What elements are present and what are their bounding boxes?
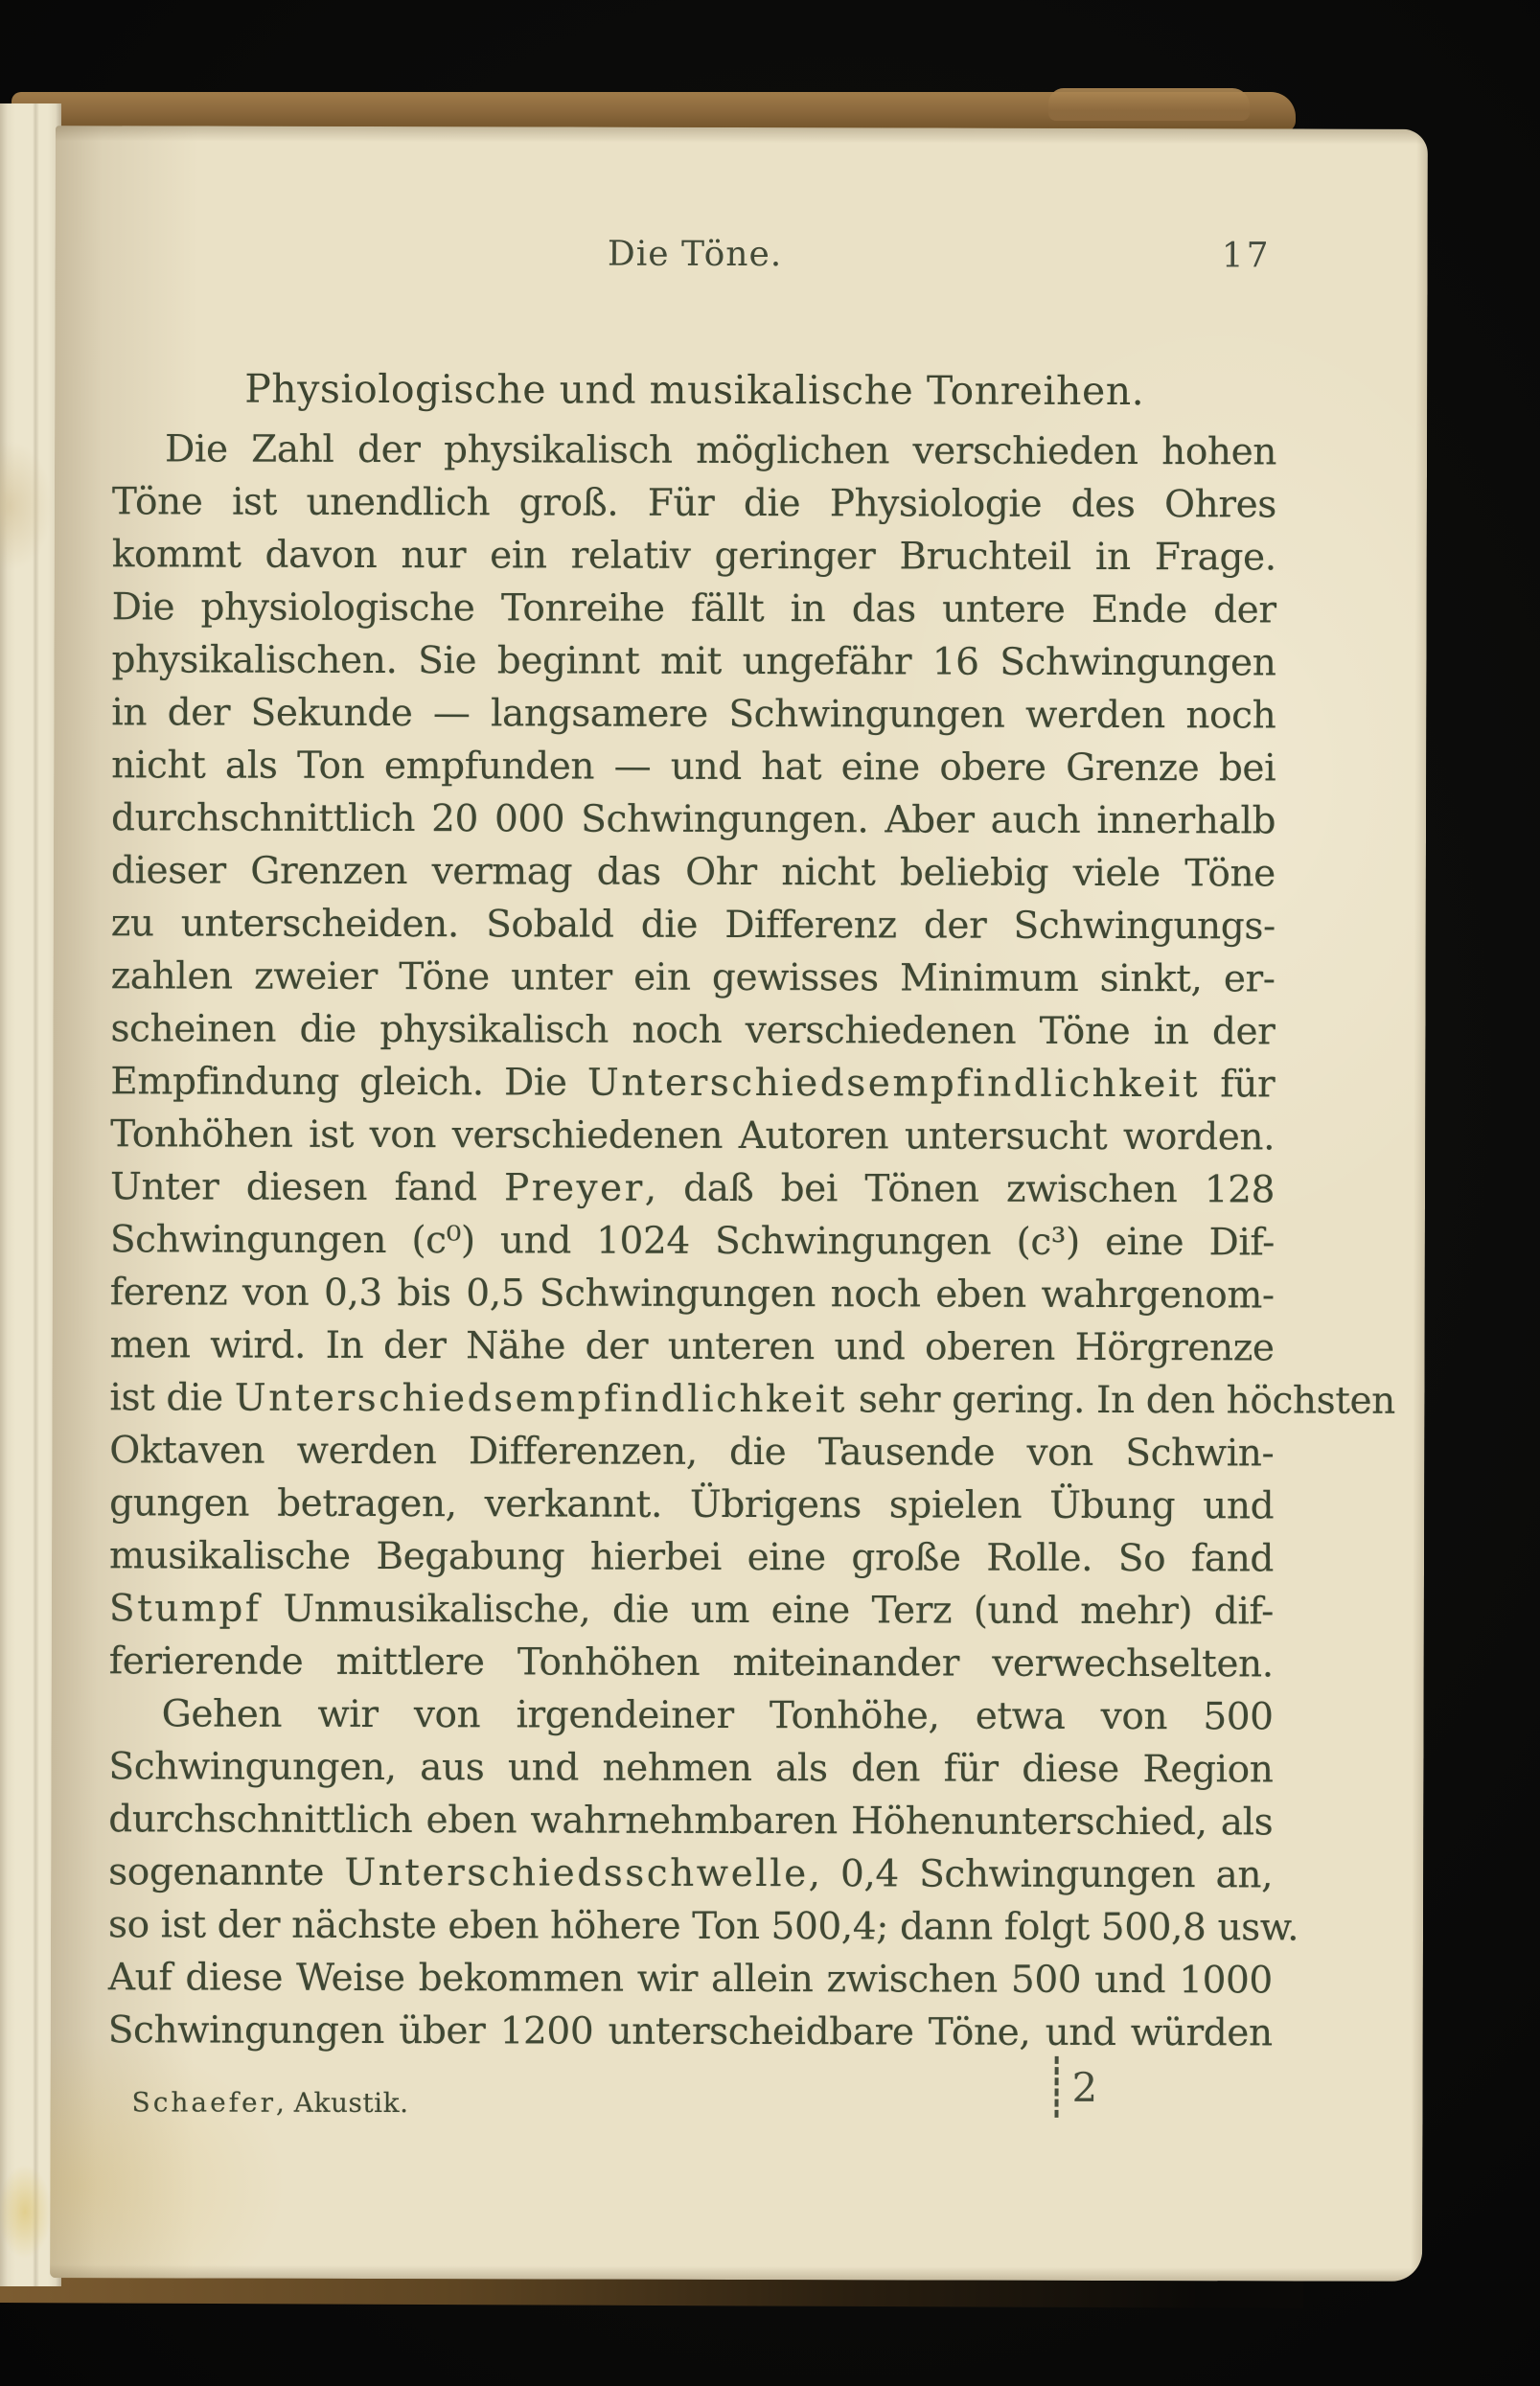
text-line: Schwingungen, aus und nehmen als den für diese Region <box>108 1745 1274 1792</box>
text-line: nicht als Ton empfunden — und hat eine obere Grenze bei <box>111 744 1276 791</box>
text-line: durchschnittlich eben wahrnehmbaren Höhenunterschied, als <box>108 1798 1274 1845</box>
text-line: Unter diesen fand Preyer, daß bei Tönen zwischen 128 <box>109 1165 1276 1212</box>
text-line: Auf diese Weise bekommen wir allein zwischen 500 und 1000 <box>107 1956 1273 2003</box>
text-line: Töne ist unendlich groß. Für die Physiologie des Ohres <box>111 480 1276 527</box>
text-line: Stumpf Unmusikalische, die um eine Terz (und mehr) dif- <box>108 1587 1274 1634</box>
text-line: men wird. In der Nähe der unteren und oberen Hörgrenze <box>109 1323 1275 1370</box>
running-title: Die Töne. <box>607 234 783 275</box>
text-line: Die Zahl der physikalisch möglichen verschieden hohen <box>164 427 1277 474</box>
running-header <box>113 233 1277 280</box>
text-line: musikalische Begabung hierbei eine große Rolle. So fand <box>108 1534 1275 1581</box>
printer-signature <box>131 2086 802 2121</box>
text-line: Empfindung gleich. Die Unterschiedsempfindlichkeit für <box>110 1060 1276 1107</box>
text-line: dieser Grenzen vermag das Ohr nicht beliebig viele Töne <box>110 849 1276 896</box>
text-line: Die physiologische Tonreihe fällt in das untere Ende der <box>111 585 1276 632</box>
text-line: Tonhöhen ist von verschiedenen Autoren untersucht worden. <box>110 1113 1276 1159</box>
text-line: ferierende mittlere Tonhöhen miteinander verwechselten. <box>108 1640 1274 1686</box>
sheet-number: 2 <box>1071 2063 1099 2111</box>
text-line: Schwingungen über 1200 unterscheidbare Töne, und würden <box>107 2008 1273 2055</box>
sheet-signature <box>1054 2056 1140 2133</box>
text-line: ist die Unterschiedsempfindlichkeit sehr gering. In den höchsten <box>109 1376 1395 1423</box>
text-line: zu unterscheiden. Sobald die Differenz der Schwingungs- <box>110 902 1276 949</box>
footer-line: Schaefer, Akustik. <box>131 2086 409 2120</box>
text-line: zahlen zweier Töne unter ein gewisses Minimum sinkt, er- <box>110 954 1276 1001</box>
text-line: sogenannte Unterschiedsschwelle, 0,4 Schwingungen an, <box>108 1850 1274 1897</box>
page-number: 17 <box>1221 236 1272 276</box>
text-line: physikalischen. Sie beginnt mit ungefähr 16 Schwingungen <box>111 638 1276 685</box>
section-heading: Physiologische und musikalische Tonreihen. <box>244 365 1145 415</box>
text-line: Gehen wir von irgendeiner Tonhöhe, etwa von 500 <box>161 1692 1274 1739</box>
book-page <box>50 126 1428 2282</box>
body-text <box>107 423 1395 2059</box>
text-line: Schwingungen (c⁰) und 1024 Schwingungen (c³) eine Dif- <box>109 1218 1275 1265</box>
signature-dash-icon <box>1055 2056 1059 2118</box>
text-line: ferenz von 0,3 bis 0,5 Schwingungen noch eben wahrgenom- <box>109 1271 1275 1318</box>
text-line: kommt davon nur ein relativ geringer Bruchteil in Frage. <box>111 533 1276 580</box>
text-line: scheinen die physikalisch noch verschiedenen Töne in der <box>110 1007 1276 1054</box>
text-line: so ist der nächste eben höhere Ton 500,4; dann folgt 500,8 usw. <box>107 1903 1299 1950</box>
text-line: durchschnittlich 20 000 Schwingungen. Aber auch innerhalb <box>110 796 1276 843</box>
text-line: in der Sekunde — langsamere Schwingungen werden noch <box>111 691 1276 738</box>
text-line: gungen betragen, verkannt. Übrigens spielen Übung und <box>109 1481 1275 1528</box>
text-line: Oktaven werden Differenzen, die Tausende von Schwin- <box>109 1429 1275 1476</box>
